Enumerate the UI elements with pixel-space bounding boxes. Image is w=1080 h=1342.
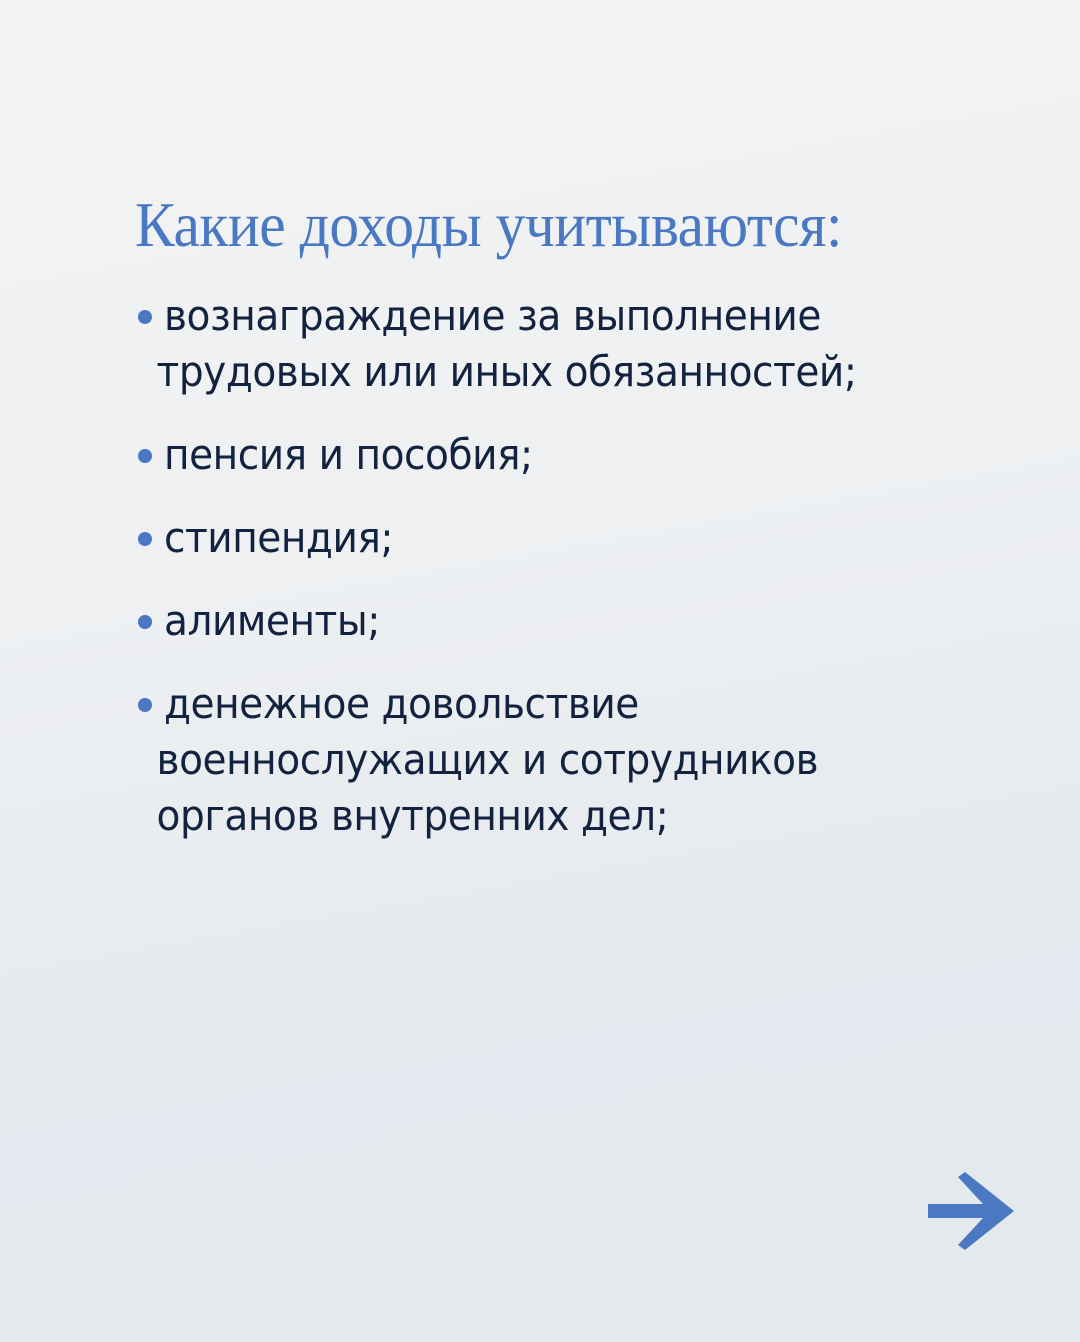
list-item-text: органов внутренних дел; [156, 791, 669, 840]
list-item-text: вознаграждение за выполнение [164, 291, 821, 340]
bullet-icon [138, 449, 152, 463]
arrow-right-icon[interactable] [928, 1172, 1014, 1250]
bullet-icon [138, 615, 152, 629]
list-item [138, 510, 909, 566]
income-list [138, 288, 909, 871]
bullet-icon [138, 310, 152, 324]
bullet-icon [138, 532, 152, 546]
list-item-text: пенсия и пособия; [164, 430, 533, 479]
list-item-text: стипендия; [164, 513, 394, 562]
list-item-text: трудовых или иных обязанностей; [156, 347, 857, 396]
bullet-icon [138, 698, 152, 712]
page-title: Какие доходы учитываются: [135, 189, 843, 260]
list-item [138, 288, 909, 400]
list-item-text: военнослужащих и сотрудников [156, 735, 819, 784]
list-item [138, 593, 909, 649]
list-item-text: денежное довольствие [164, 679, 639, 728]
list-item [138, 427, 909, 483]
list-item [138, 676, 909, 844]
list-item-text: алименты; [164, 596, 380, 645]
